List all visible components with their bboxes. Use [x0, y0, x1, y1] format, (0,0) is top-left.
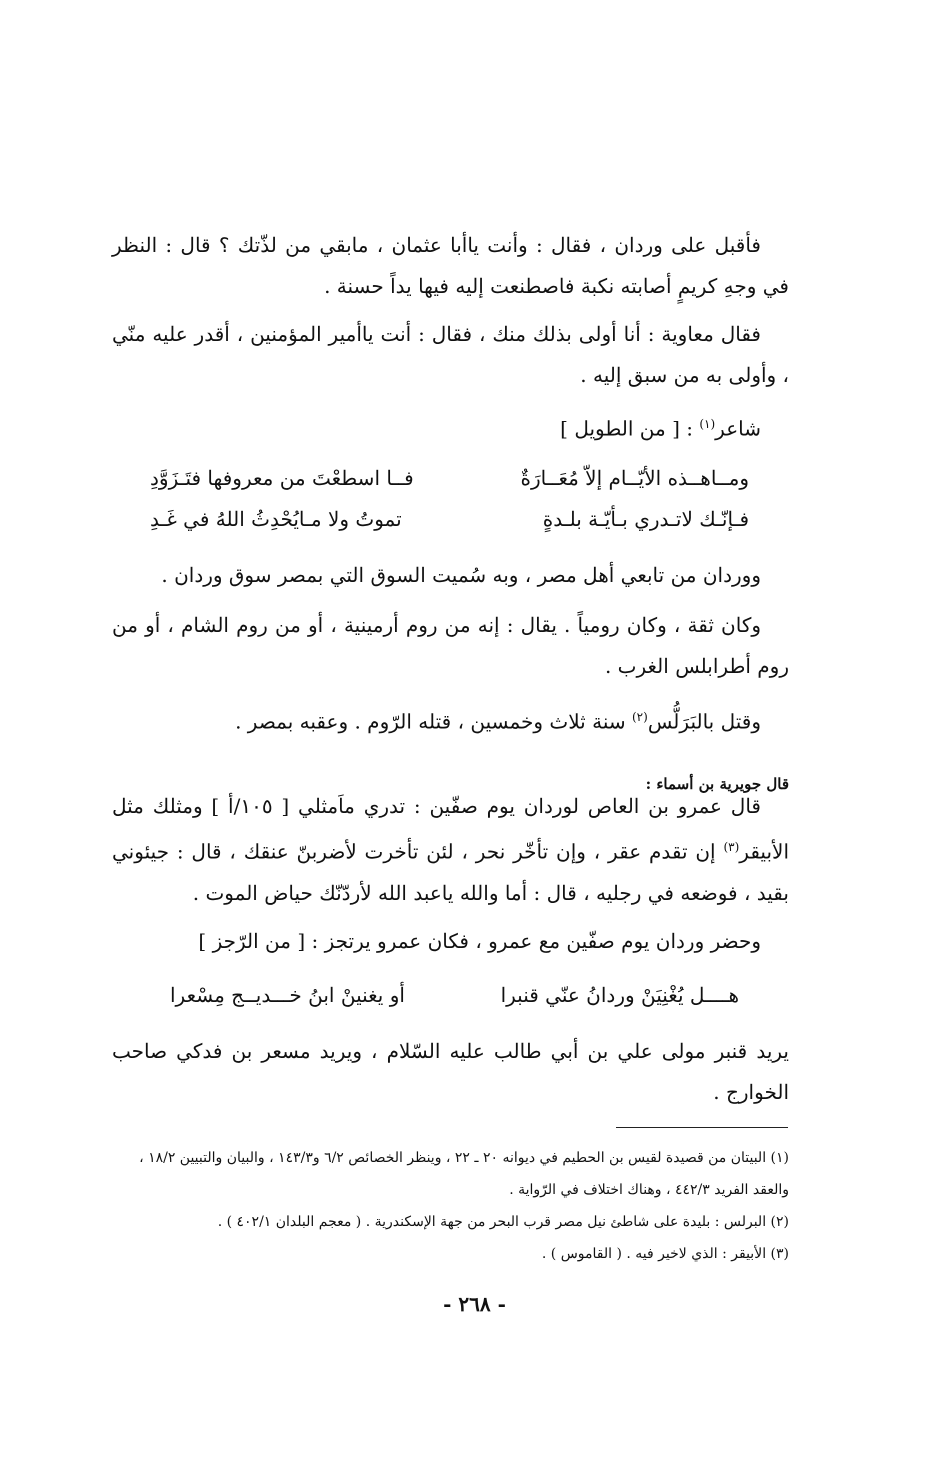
paragraph-1: فأقبل على وردان ، فقال : وأنت ياأبا عثمان ، مابقي من لذّتك ؟ قال : النظر في وجهِ كريمٍ أصابته نكبة فاصطنعت إليه فيها يداً حسنة . [112, 233, 789, 298]
paragraph-8-block [112, 921, 789, 962]
paragraph-9-block [112, 1031, 789, 1113]
verse-2-line [170, 975, 739, 1015]
verse-1-line-1-second-hemistich: فــا اسطعْتَ من معروفها فتَـزَوَّدِ [150, 466, 414, 490]
paragraph-6-block [112, 697, 789, 743]
verse-1-line-2-first-hemistich: فـإنّـك لاتـدري بـأيّـة بلـدةٍ [542, 507, 749, 531]
verse-1-line-1-first-hemistich: ومــاهــذه الأيّــام إلاّ مُعَــارَةٌ [520, 466, 749, 490]
verse-1-line-1 [150, 458, 749, 498]
footnote-separator [616, 1127, 788, 1128]
paragraph-7-part-a: قال عمرو بن العاص لوردان يوم صفّين : تدري ماَمثلي [ ١٠٥/أ ] ومثلك مثل الأبيقر [112, 794, 789, 864]
paragraph-8: وحضر وردان يوم صفّين مع عمرو ، فكان عمرو يرتجز : [ من الرّجز ] [198, 929, 761, 953]
footnote-ref-1: (١) [699, 417, 716, 431]
paragraph-5-block [112, 605, 789, 687]
paragraph-7-part-b: إن تقدم عقر ، وإن تأخّر نحر ، لئن تأخرت لأضربنّ عنقك ، قال : جيئوني بقيد ، فوضعه في رجليه ، قال : أما والله ياعبد الله لأردّنّك حياض الموت . [112, 839, 789, 905]
footnote-1: (١) البيتان من قصيدة لقيس بن الحطيم في ديوانه ٢٠ ـ ٢٢ ، وينظر الخصائص ٦/٢ و١٤٣/٣ ، والبيان والتبيين ١٨/٢ ، والعقد الفريد ٤٤٢/٣ ، وهناك اختلاف في الرّواية . [139, 1150, 789, 1198]
verse-1-line-2-second-hemistich: تموتُ ولا مـايُحْدِثُ اللهُ في غَـدِ [150, 507, 402, 531]
footnotes [112, 1142, 789, 1270]
verse-2-first-hemistich: هــــل يُغْنِيَنْ وردانُ عنّي قنبرا [500, 983, 739, 1007]
verse-1-line-2 [150, 499, 749, 539]
paragraph-1-block [112, 225, 789, 307]
paragraph-6 [112, 697, 789, 743]
poet-label: شاعر [715, 416, 761, 441]
paragraph-4-block [112, 555, 789, 596]
paragraph-4: ووردان من تابعي أهل مصر ، وبه سُميت السوق التي بمصر سوق وردان . [161, 563, 761, 587]
poet-line-block [112, 404, 789, 450]
paragraph-6-rest: سنة ثلاث وخمسين ، قتله الرّوم . وعقبه بمصر . [235, 709, 632, 734]
poet-attribution [112, 404, 789, 450]
paragraph-2: فقال معاوية : أنا أولى بذلك منك ، فقال : أنت ياأمير المؤمنين ، أقدر عليه منّي ، وأولى به من سبق إليه . [112, 322, 789, 387]
page-number: - ٢٦٨ - [443, 1292, 506, 1316]
footnote-3: (٣) الأبيقر : الذي لاخير فيه . ( القاموس ) . [541, 1246, 789, 1262]
paragraph-6-start: وقتل بالبَرَلُّس [647, 709, 761, 734]
paragraph-7-block [112, 786, 789, 914]
paragraph-9: يريد قنبر مولى علي بن أبي طالب عليه السّلام ، ويريد مسعر بن فدكي صاحب الخوارج . [112, 1039, 789, 1104]
paragraph-2-block [112, 314, 789, 396]
section-heading: قال جويرية بن أسماء : [645, 775, 789, 793]
footnote-2: (٢) البرلس : بليدة على شاطئ نيل مصر قرب البحر من جهة الإسكندرية . ( معجم البلدان ٤٠٢/١ ) . [217, 1214, 789, 1230]
meter-label: : [ من الطويل ] [560, 416, 700, 441]
footnote-ref-3: (٣) [723, 840, 740, 854]
paragraph-7 [112, 786, 789, 914]
paragraph-5: وكان ثقة ، وكان رومياً . يقال : إنه من روم أرمينية ، أو من روم الشام ، أو من روم أطرابلس الغرب . [112, 613, 789, 678]
verse-2-second-hemistich: أو يغنينْ ابنُ خـــديــج مِسْعرا [170, 983, 405, 1007]
footnote-ref-2: (٢) [631, 710, 648, 724]
